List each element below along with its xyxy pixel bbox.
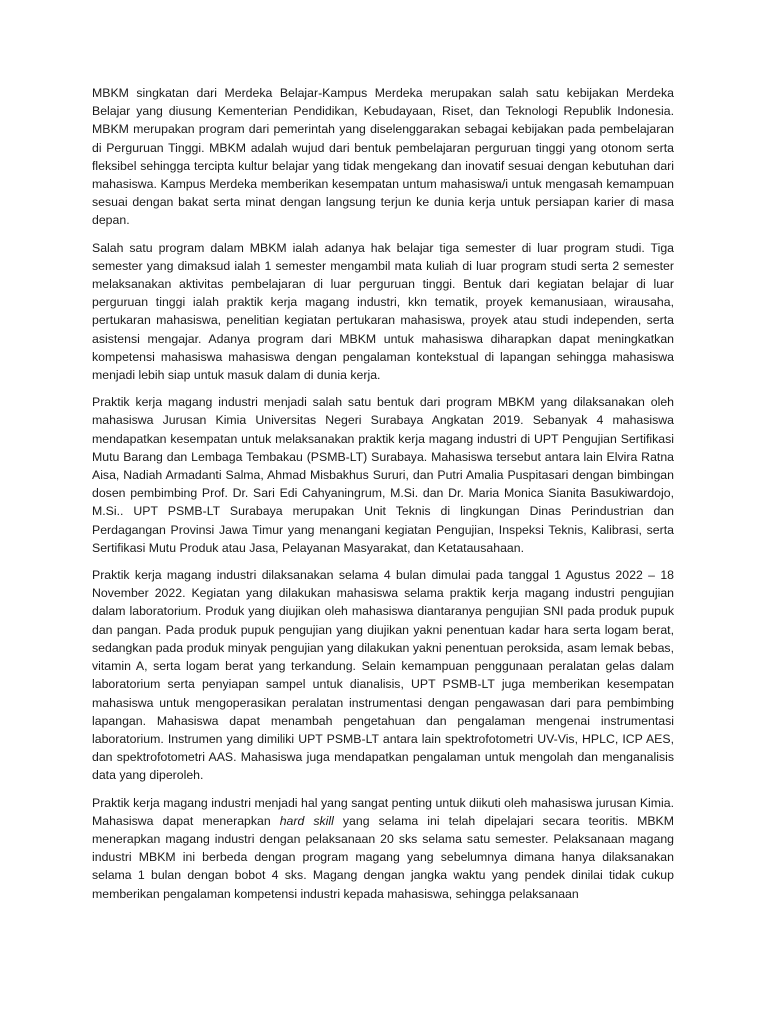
paragraph-pentingnya-magang xyxy=(92,794,674,903)
paragraph-text-after: yang selama ini telah dipelajari secara teoritis. MBKM menerapkan magang industri dengan pelaksanaan 20 sks selama satu semester. Pelaksanaan magang industri MBKM ini berbeda dengan program magang yang sebelumnya dimana hanya dilaksanakan selama 1 bulan dengan bobot 4 sks. Magang dengan jangka waktu yang pendek dinilai tidak cukup memberikan pengalaman kompetensi industri kepada mahasiswa, sehingga pelaksanaan xyxy=(92,813,674,901)
paragraph-pelaksanaan-magang: Praktik kerja magang industri dilaksanakan selama 4 bulan dimulai pada tanggal 1 Agustus 2022 – 18 November 2022. Kegiatan yang dilakukan mahasiswa selama praktik kerja magang industri pengujian dalam laboratorium. Produk yang diujikan oleh mahasiswa diantaranya pengujian SNI pada produk pupuk dan pangan. Pada produk pupuk pengujian yang diujikan yakni penentuan kadar hara serta logam berat, sedangkan pada produk minyak pengujian yang dilakukan yakni penentuan peroksida, asam lemak bebas, vitamin A, serta logam berat yang terkandung. Selain kemampuan penggunaan peralatan gelas dalam laboratorium serta penyiapan sampel untuk dianalisis, UPT PSMB-LT juga memberikan kesempatan mahasiswa untuk mengoperasikan peralatan instrumentasi dengan pengawasan dari para pembimbing lapangan. Mahasiswa dapat menambah pengetahuan dan pengalaman mengenai instrumentasi laboratorium. Instrumen yang dimiliki UPT PSMB-LT antara lain spektrofotometri UV-Vis, HPLC, ICP AES, dan spektrofotometri AAS. Mahasiswa juga mendapatkan pengalaman untuk mengolah dan menganalisis data yang diperoleh. xyxy=(92,568,674,783)
paragraph-program-mbkm: Salah satu program dalam MBKM ialah adanya hak belajar tiga semester di luar program studi. Tiga semester yang dimaksud ialah 1 semester mengambil mata kuliah di luar program studi serta 2 semester melaksanakan aktivitas pembelajaran di luar perguruan tinggi. Bentuk dari kegiatan belajar di luar perguruan tinggi ialah praktik kerja magang industri, kkn tematik, proyek kemanusiaan, wirausaha, pertukaran mahasiswa, penelitian kegiatan pertukaran mahasiswa, proyek atau studi independen, serta asistensi mengajar. Adanya program dari MBKM untuk mahasiswa diharapkan dapat meningkatkan kompetensi mahasiswa mahasiswa dengan pengalaman kontekstual di lapangan sehingga mahasiswa menjadi lebih siap untuk masuk dalam di dunia kerja. xyxy=(92,240,674,383)
paragraph-magang-industri: Praktik kerja magang industri menjadi salah satu bentuk dari program MBKM yang dilaksanakan oleh mahasiswa Jurusan Kimia Universitas Negeri Surabaya Angkatan 2019. Sebanyak 4 mahasiswa mendapatkan kesempatan untuk melaksanakan praktik kerja magang industri di UPT Pengujian Sertifikasi Mutu Barang dan Lembaga Tembakau (PSMB-LT) Surabaya. Mahasiswa tersebut antara lain Elvira Ratna Aisa, Nadiah Armadanti Salma, Ahmad Misbakhus Sururi, dan Putri Amalia Puspitasari dengan bimbingan dosen pembimbing Prof. Dr. Sari Edi Cahyaningrum, M.Si. dan Dr. Maria Monica Sianita Basukiwardojo, M.Si.. UPT PSMB-LT Surabaya merupakan Unit Teknis di lingkungan Dinas Perindustrian dan Perdagangan Provinsi Jawa Timur yang menangani kegiatan Pengujian, Inspeksi Teknis, Kalibrasi, serta Sertifikasi Mutu Produk atau Jasa, Pelayanan Masyarakat, dan Ketatausahaan. xyxy=(92,395,674,555)
paragraph-text-before: Praktik kerja magang industri menjadi hal yang sangat penting untuk diikuti oleh mahasiswa jurusan Kimia. Mahasiswa dapat menerapkan xyxy=(92,795,674,828)
paragraph-mbkm-intro: MBKM singkatan dari Merdeka Belajar-Kampus Merdeka merupakan salah satu kebijakan Merdeka Belajar yang diusung Kementerian Pendidikan, Kebudayaan, Riset, dan Teknologi Republik Indonesia. MBKM merupakan program dari pemerintah yang diselenggarakan sebagai kebijakan pada pembelajaran di Perguruan Tinggi. MBKM adalah wujud dari bentuk pembelajaran perguruan tinggi yang otonom serta fleksibel sehingga tercipta kultur belajar yang tidak mengekang dan inovatif sesuai dengan kebutuhan dari mahasiswa. Kampus Merdeka memberikan kesempatan untum mahasiswa/i untuk mengasah kemampuan sesuai dengan bakat serta minat dengan langsung terjun ke dunia kerja untuk persiapan karier di masa depan. xyxy=(92,86,674,228)
document-page xyxy=(92,84,674,912)
italic-term-hard-skill: hard skill xyxy=(279,813,334,828)
